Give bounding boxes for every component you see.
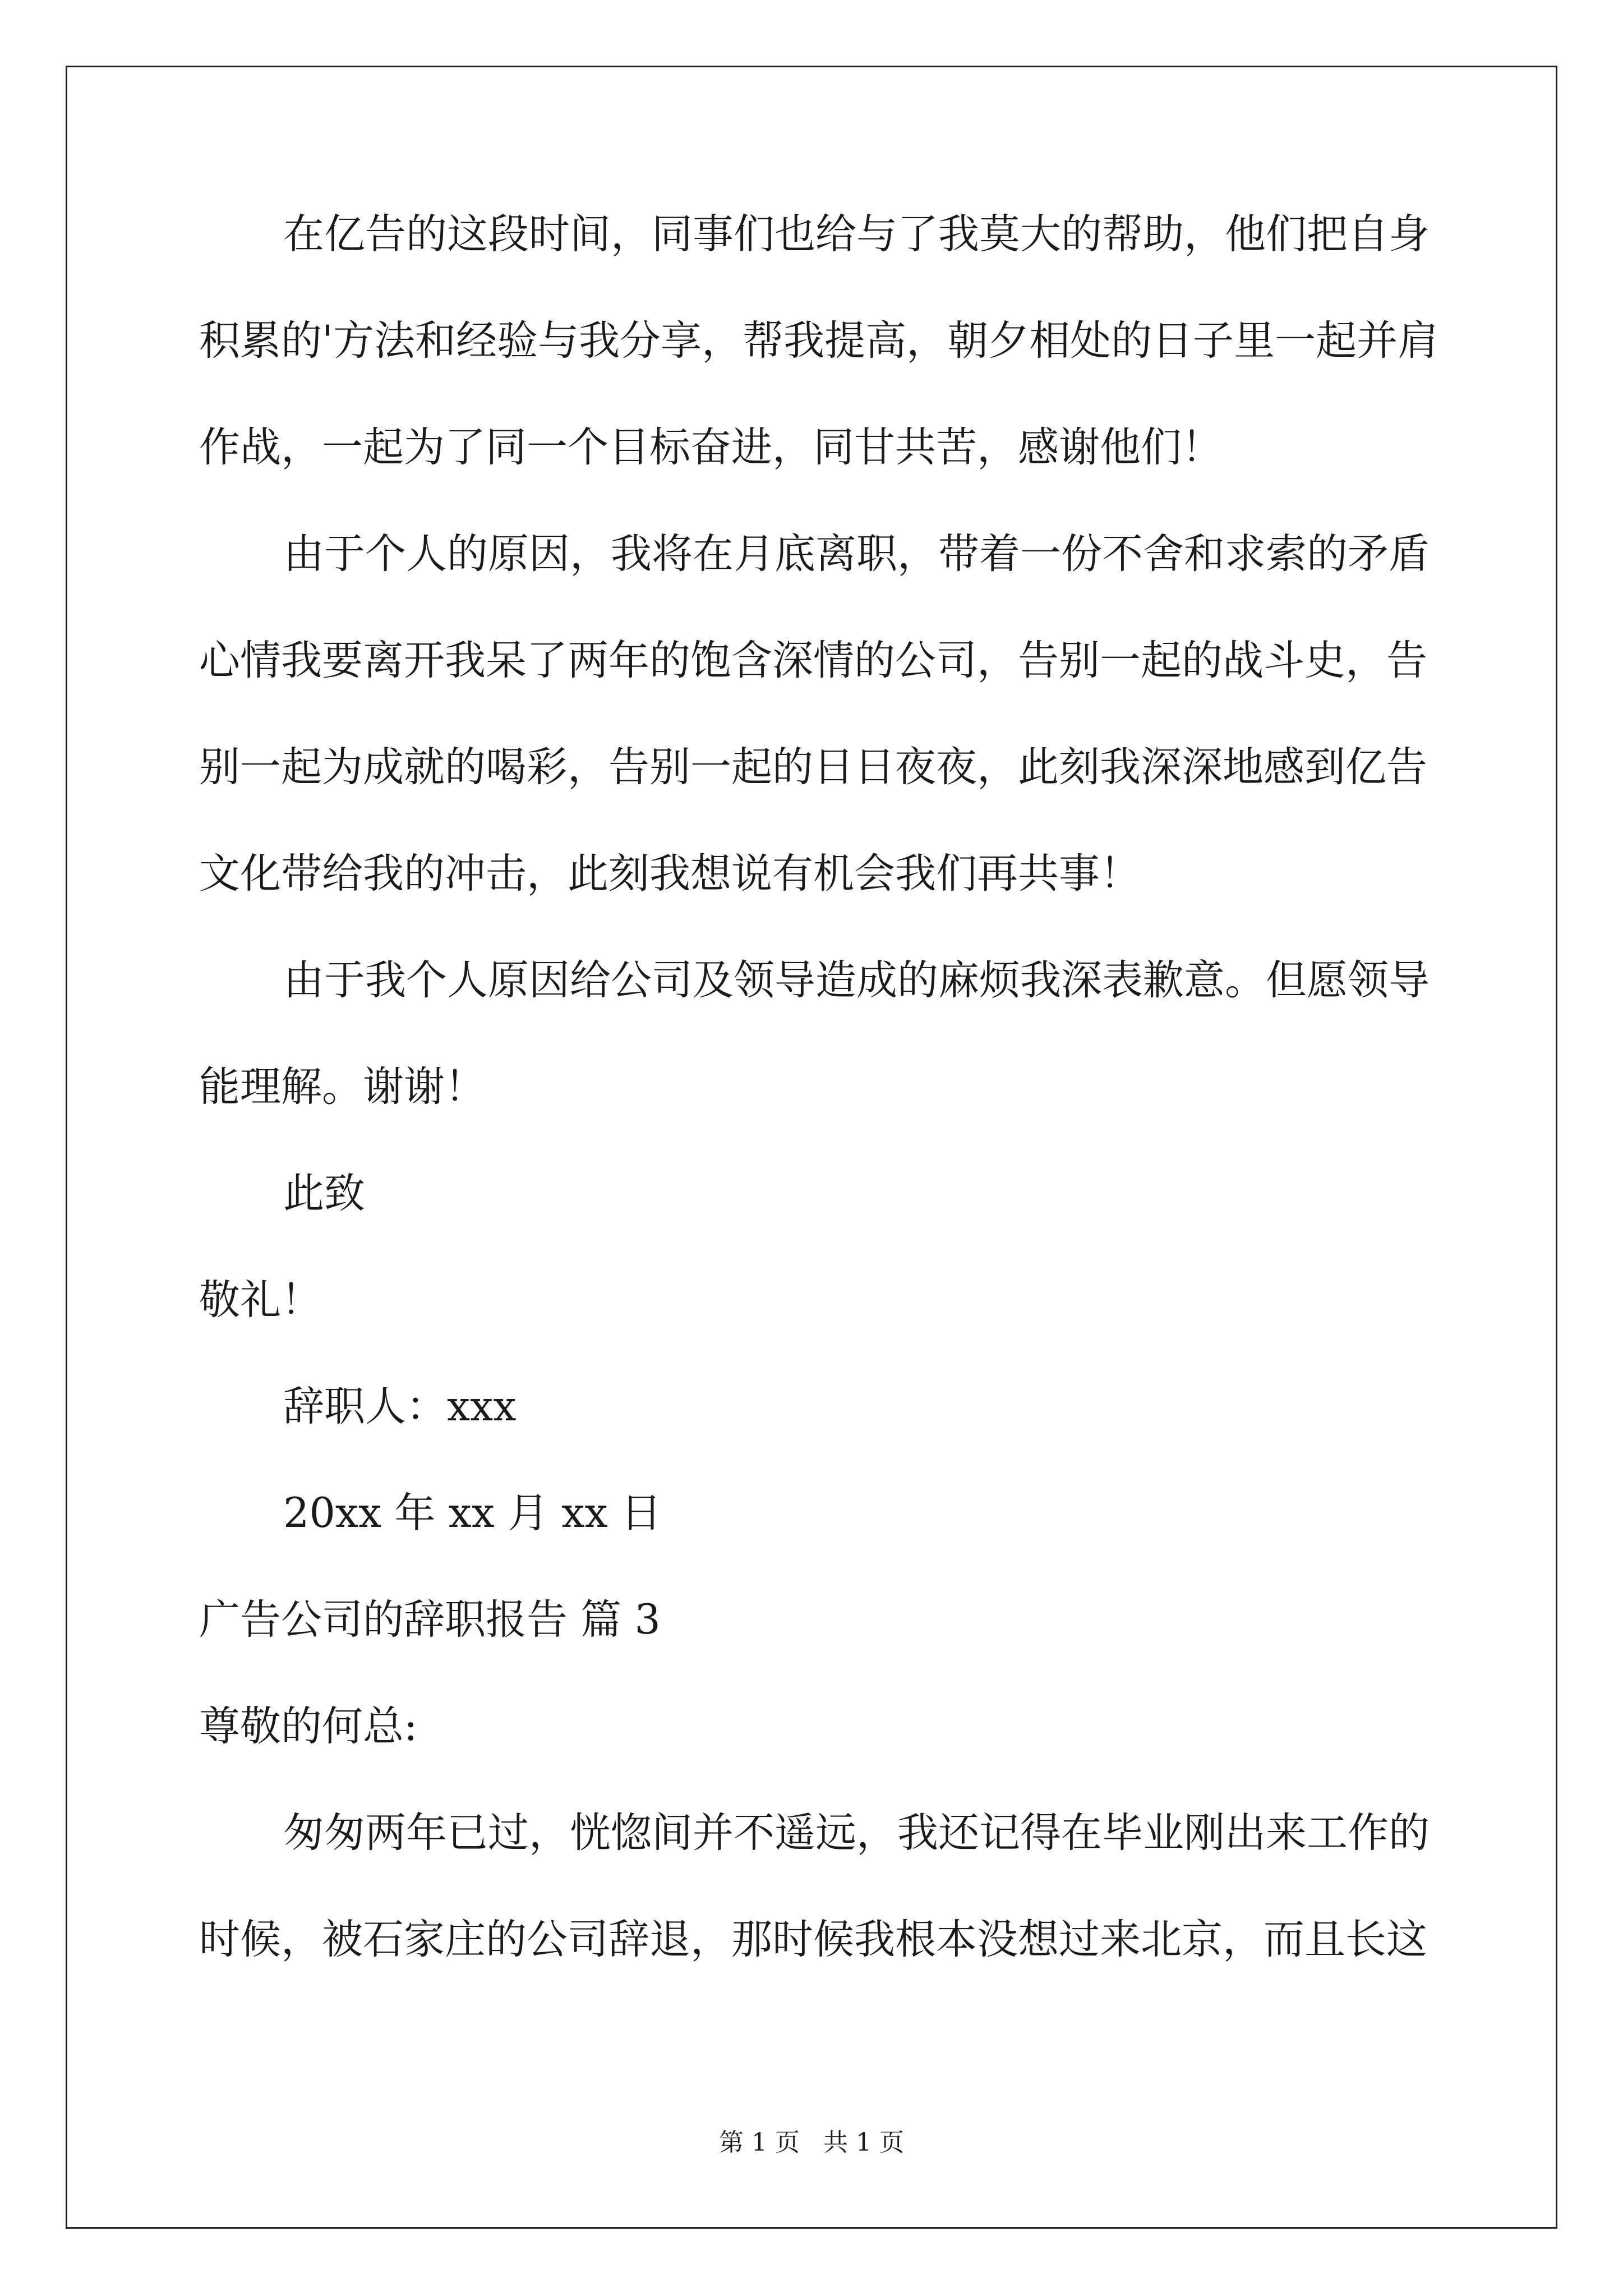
paragraph-line: 作战，一起为了同一个目标奋进，同甘共苦，感谢他们！ bbox=[199, 424, 1223, 471]
paragraph-line: 能理解。谢谢！ bbox=[199, 1063, 486, 1111]
paragraph-line: 在亿告的这段时间，同事们也给与了我莫大的帮助，他们把自身 bbox=[283, 210, 1430, 258]
paragraph-line: 别一起为成就的喝彩，告别一起的日日夜夜，此刻我深深地感到亿告 bbox=[199, 743, 1427, 791]
page-number-current: 第 1 页 bbox=[719, 2128, 800, 2157]
letter-greeting: 尊敬的何总: bbox=[199, 1703, 418, 1750]
paragraph-line: 由于个人的原因，我将在月底离职，带着一份不舍和求索的矛盾 bbox=[283, 530, 1430, 578]
paragraph-line: 时候，被石家庄的公司辞退，那时候我根本没想过来北京，而且长这 bbox=[199, 1916, 1427, 1963]
paragraph-line: 心情我要离开我呆了两年的饱含深情的公司，告别一起的战斗史，告 bbox=[199, 637, 1427, 684]
closing-salutation: 此致 bbox=[283, 1170, 365, 1217]
closing-regards: 敬礼！ bbox=[199, 1276, 322, 1324]
paragraph-line: 由于我个人原因给公司及领导造成的麻烦我深表歉意。但愿领导 bbox=[283, 956, 1430, 1004]
page-footer bbox=[0, 2126, 1623, 2160]
page-border bbox=[66, 66, 1557, 2229]
paragraph-line: 积累的'方法和经验与我分享，帮我提高，朝夕相处的日子里一起并肩 bbox=[199, 317, 1439, 365]
section-heading: 广告公司的辞职报告 篇 3 bbox=[199, 1596, 661, 1644]
signatory: 辞职人：xxx bbox=[283, 1383, 517, 1430]
paragraph-line: 匆匆两年已过，恍惚间并不遥远，我还记得在毕业刚出来工作的 bbox=[283, 1809, 1430, 1857]
page-number-total: 共 1 页 bbox=[823, 2128, 904, 2157]
date-line: 20xx 年 xx 月 xx 日 bbox=[283, 1489, 662, 1537]
paragraph-line: 文化带给我的冲击，此刻我想说有机会我们再共事！ bbox=[199, 850, 1141, 898]
